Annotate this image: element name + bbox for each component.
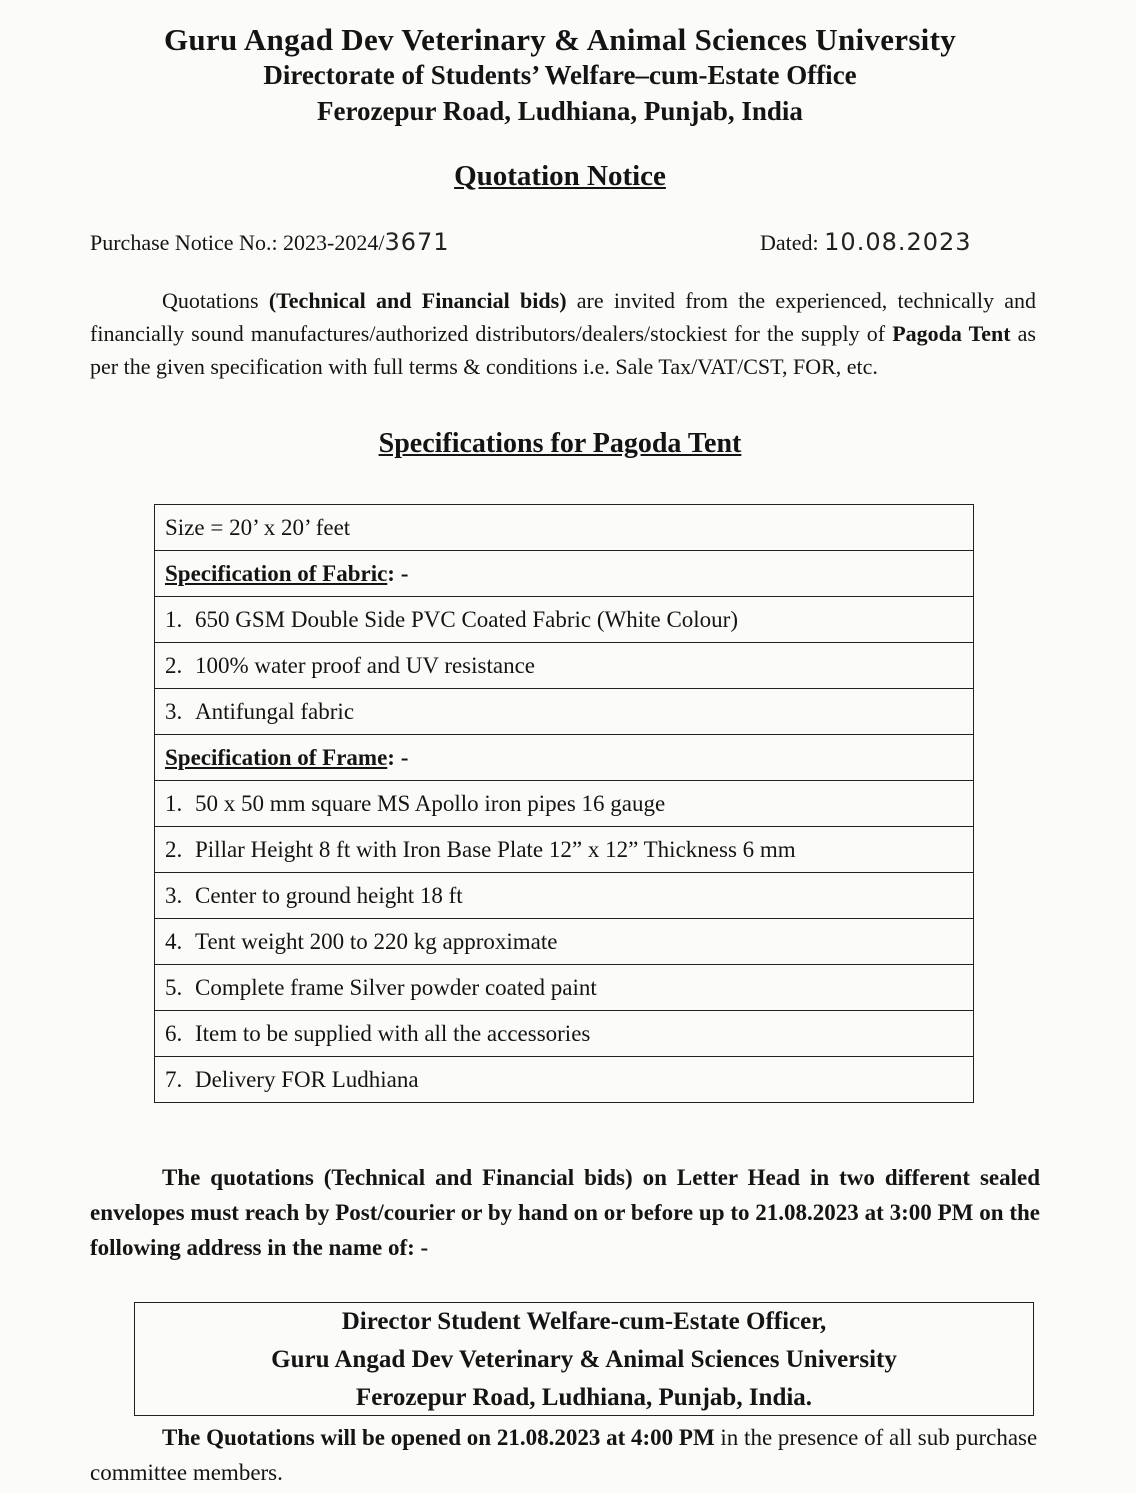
table-row — [155, 1011, 974, 1057]
item-number: 3. — [165, 698, 183, 724]
fabric-item — [155, 689, 974, 735]
opening-bold-text: The Quotations will be opened on 21.08.2023 at 4:00 PM — [162, 1425, 715, 1450]
item-number: 6. — [165, 1020, 183, 1046]
table-row — [155, 505, 974, 551]
item-number: 7. — [165, 1066, 183, 1092]
intro-text-1: Quotations — [162, 288, 269, 313]
intro-bold-1: (Technical and Financial bids) — [268, 288, 567, 313]
frame-item — [155, 781, 974, 827]
frame-item — [155, 1011, 974, 1057]
item-text: Item to be supplied with all the accessories — [195, 1020, 591, 1046]
frame-item — [155, 919, 974, 965]
notice-title: Quotation Notice — [454, 160, 666, 192]
address-line-3: Ferozepur Road, Ludhiana, Punjab, India. — [355, 1384, 813, 1411]
intro-text-3: as per the given specification with full terms & conditions i.e. Sale Tax/VAT/CST, FOR, etc. — [90, 321, 1036, 379]
size-cell: Size = 20’ x 20’ feet — [155, 505, 974, 551]
dated-label: Dated: — [760, 230, 825, 255]
intro-paragraph — [90, 284, 1036, 383]
fabric-item — [155, 643, 974, 689]
fabric-heading-suffix: : - — [387, 560, 409, 586]
frame-heading-cell — [155, 735, 974, 781]
table-row — [155, 781, 974, 827]
table-row — [155, 827, 974, 873]
address-line-2: Guru Angad Dev Veterinary & Animal Sciences University — [271, 1346, 897, 1373]
item-number: 3. — [165, 882, 183, 908]
submission-text: The quotations (Technical and Financial bids) on Letter Head in two different sealed envelopes must reach by Post/courier or by hand on or before up to 21.08.2023 at 3:00 PM on the following address in the name of: - — [90, 1165, 1040, 1260]
handwritten-date: 10.08.2023 — [824, 228, 972, 256]
table-row — [155, 643, 974, 689]
frame-heading: Specification of Frame — [165, 744, 388, 770]
item-text: Center to ground height 18 ft — [195, 882, 463, 908]
submission-paragraph — [90, 1160, 1040, 1265]
item-number: 2. — [165, 836, 183, 862]
frame-heading-suffix: : - — [387, 744, 409, 770]
university-name: Guru Angad Dev Veterinary & Animal Sciences University — [163, 22, 957, 57]
item-number: 1. — [165, 790, 183, 816]
opening-text: in the presence of all sub purchase committee members. — [90, 1425, 1038, 1485]
table-row — [155, 735, 974, 781]
frame-item — [155, 1057, 974, 1103]
address-line-1: Director Student Welfare-cum-Estate Officer, — [341, 1308, 827, 1335]
specification-title: Specifications for Pagoda Tent — [378, 428, 742, 459]
purchase-notice-label: Purchase Notice No.: 2023-2024/ — [90, 230, 385, 255]
table-row — [155, 597, 974, 643]
opening-paragraph — [90, 1420, 1040, 1490]
address-box — [134, 1302, 1034, 1416]
item-text: 650 GSM Double Side PVC Coated Fabric (White Colour) — [195, 606, 739, 632]
table-row — [155, 919, 974, 965]
frame-item — [155, 827, 974, 873]
purchase-notice-number — [90, 228, 450, 256]
university-address: Ferozepur Road, Ludhiana, Punjab, India — [317, 96, 803, 126]
fabric-item — [155, 597, 974, 643]
fabric-heading: Specification of Fabric — [165, 560, 388, 586]
item-text: 100% water proof and UV resistance — [195, 652, 535, 678]
item-number: 1. — [165, 606, 183, 632]
item-text: Antifungal fabric — [195, 698, 355, 724]
directorate-name: Directorate of Students’ Welfare–cum-Estate Office — [263, 60, 857, 90]
item-number: 4. — [165, 928, 183, 954]
item-text: Pillar Height 8 ft with Iron Base Plate 12” x 12” Thickness 6 mm — [195, 836, 796, 862]
item-number: 5. — [165, 974, 183, 1000]
item-number: 2. — [165, 652, 183, 678]
table-row — [155, 551, 974, 597]
table-row — [155, 1057, 974, 1103]
frame-item — [155, 873, 974, 919]
intro-text-2: are invited from the experienced, technically and financially sound manufactures/authorized distributors/dealers/stockiest for the supply of — [90, 288, 1036, 346]
frame-item — [155, 965, 974, 1011]
table-row — [155, 689, 974, 735]
table-row — [155, 873, 974, 919]
item-text: 50 x 50 mm square MS Apollo iron pipes 16 gauge — [195, 790, 666, 816]
fabric-heading-cell — [155, 551, 974, 597]
item-text: Tent weight 200 to 220 kg approximate — [195, 928, 558, 954]
item-text: Complete frame Silver powder coated paint — [195, 974, 597, 1000]
intro-bold-2: Pagoda Tent — [892, 321, 1011, 346]
specification-table — [154, 504, 974, 1103]
notice-date — [760, 228, 972, 256]
table-row — [155, 965, 974, 1011]
item-text: Delivery FOR Ludhiana — [195, 1066, 419, 1092]
handwritten-notice-number: 3671 — [384, 228, 450, 256]
